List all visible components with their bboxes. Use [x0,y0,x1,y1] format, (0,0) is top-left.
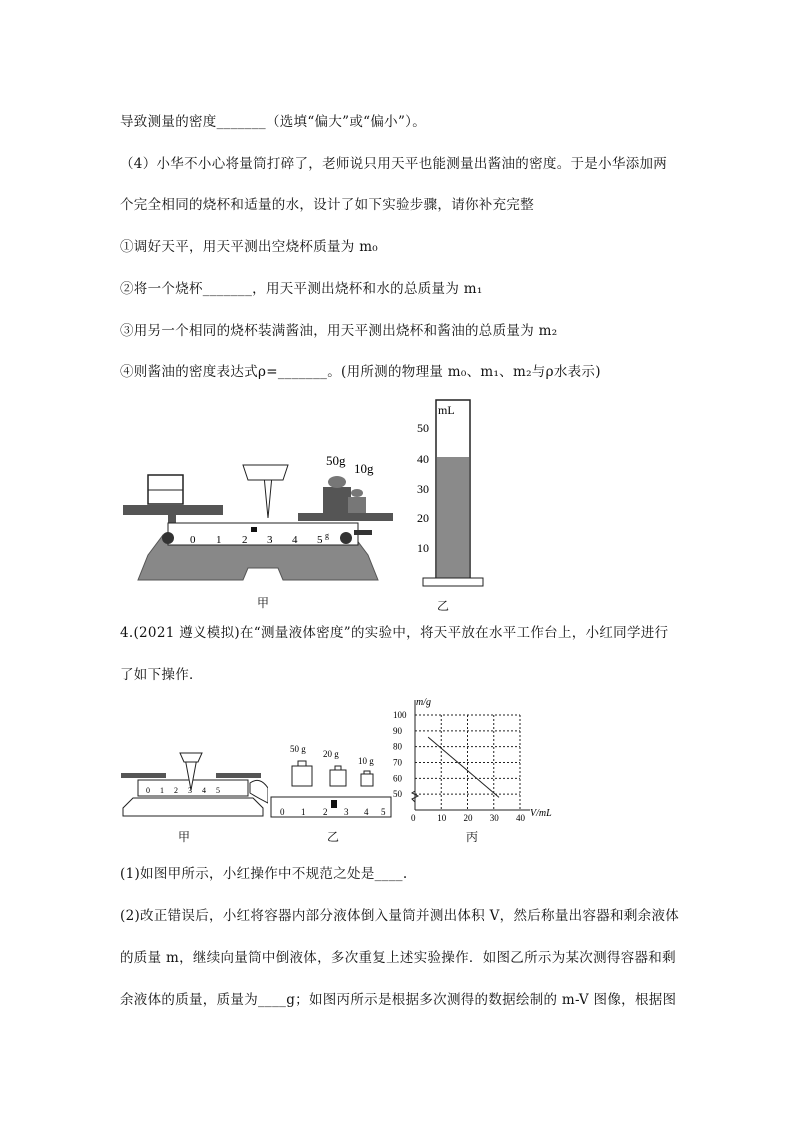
svg-text:4: 4 [364,807,369,817]
cylinder-unit: mL [438,403,455,417]
left-pan [123,505,223,515]
figure-balance-small [118,748,268,826]
svg-text:1: 1 [160,786,164,795]
svg-text:5: 5 [381,807,386,817]
weight-20 [330,770,346,786]
figure-weights-ruler [268,740,398,825]
weight-50g [323,487,351,513]
x-tick-label: 0 [411,813,416,823]
svg-text:30: 30 [417,482,429,496]
text-line-12: 的质量 m，继续向量筒中倒液体，多次重复上述实验操作．如图乙所示为某次测得容器和剩 [120,950,676,966]
text-line-1: 导致测量的密度_______（选填“偏大”或“偏小”）。 [120,114,427,130]
svg-text:50 g: 50 g [290,744,306,754]
graduated-cylinder [417,400,483,586]
balance-dial [243,465,288,480]
figure2-caption-2: 乙 [327,830,340,844]
text-line-2: （4）小华不小心将量筒打碎了，老师说只用天平也能测量出酱油的密度。于是小华添加两 [120,156,668,172]
figure2-caption-1: 甲 [178,830,191,844]
figure2-caption-3: 丙 [466,830,479,844]
svg-text:2: 2 [242,534,248,546]
x-tick-label: 40 [516,813,525,823]
y-tick-label: 90 [393,725,402,736]
figure1-caption-right: 乙 [437,599,450,613]
svg-text:3: 3 [267,534,273,546]
x-tick-label: 20 [463,813,473,823]
y-tick-label: 60 [393,773,402,784]
chart-xlabel: V/mL [530,808,552,819]
weight-label-10g: 10g [354,461,374,476]
y-tick-label: 50 [393,789,402,800]
svg-text:1: 1 [216,534,222,546]
text-line-9: 了如下操作． [120,667,203,683]
svg-text:2: 2 [323,807,328,817]
chart-ylabel: m/g [416,697,431,708]
svg-text:5: 5 [216,786,220,795]
x-tick-label: 10 [437,813,447,823]
svg-text:0: 0 [280,807,285,817]
balance-beam [168,523,358,545]
text-line-8: 4.(2021 遵义模拟)在“测量液体密度”的实验中，将天平放在水平工作台上，小红同学进行 [120,625,669,641]
text-line-10: (1)如图甲所示，小红操作中不规范之处是____. [120,866,408,882]
text-line-13: 余液体的质量，质量为____g；如图丙所示是根据多次测得的数据绘制的 m-V 图像，根据图 [120,992,677,1008]
weight-50 [292,766,312,786]
y-tick-label: 70 [393,757,402,768]
weight-10 [361,774,373,786]
figure1-caption-left: 甲 [257,596,270,610]
svg-text:4: 4 [202,786,206,795]
svg-text:1: 1 [301,807,306,817]
y-tick-label: 100 [393,710,407,720]
svg-text:20: 20 [417,511,429,525]
right-pan [298,513,393,521]
svg-text:3: 3 [188,786,192,795]
svg-text:0: 0 [146,786,150,795]
svg-text:5: 5 [317,534,323,546]
text-line-3: 个完全相同的烧杯和适量的水，设计了如下实验步骤，请你补充完整 [120,197,534,213]
text-line-6: ③用另一个相同的烧杯装满酱油，用天平测出烧杯和酱油的总质量为 m₂ [120,323,558,339]
svg-text:4: 4 [292,534,298,546]
figure-balance-cylinder [118,390,498,615]
y-tick-label: 80 [393,741,402,752]
svg-text:g: g [325,531,329,540]
text-line-7: ④则酱油的密度表达式ρ=_______。(用所测的物理量 m₀、m₁、m₂与ρ水表示) [120,364,601,380]
svg-text:3: 3 [344,807,349,817]
x-tick-label: 30 [489,813,499,823]
cylinder-liquid [437,457,469,580]
svg-text:50: 50 [417,421,429,435]
svg-text:10 g: 10 g [358,756,374,766]
svg-text:40: 40 [417,452,429,466]
weight-label-50g: 50g [326,453,346,468]
svg-text:10: 10 [417,541,429,555]
text-line-11: (2)改正错误后，小红将容器内部分液体倒入量筒并测出体积 V，然后称量出容器和剩余液体 [120,908,680,924]
svg-text:0: 0 [190,534,196,546]
svg-text:2: 2 [174,786,178,795]
text-line-5: ②将一个烧杯_______，用天平测出烧杯和水的总质量为 m₁ [120,281,483,297]
mv-chart [390,695,560,827]
text-line-4: ①调好天平，用天平测出空烧杯质量为 m₀ [120,239,379,255]
svg-text:20 g: 20 g [323,749,339,759]
